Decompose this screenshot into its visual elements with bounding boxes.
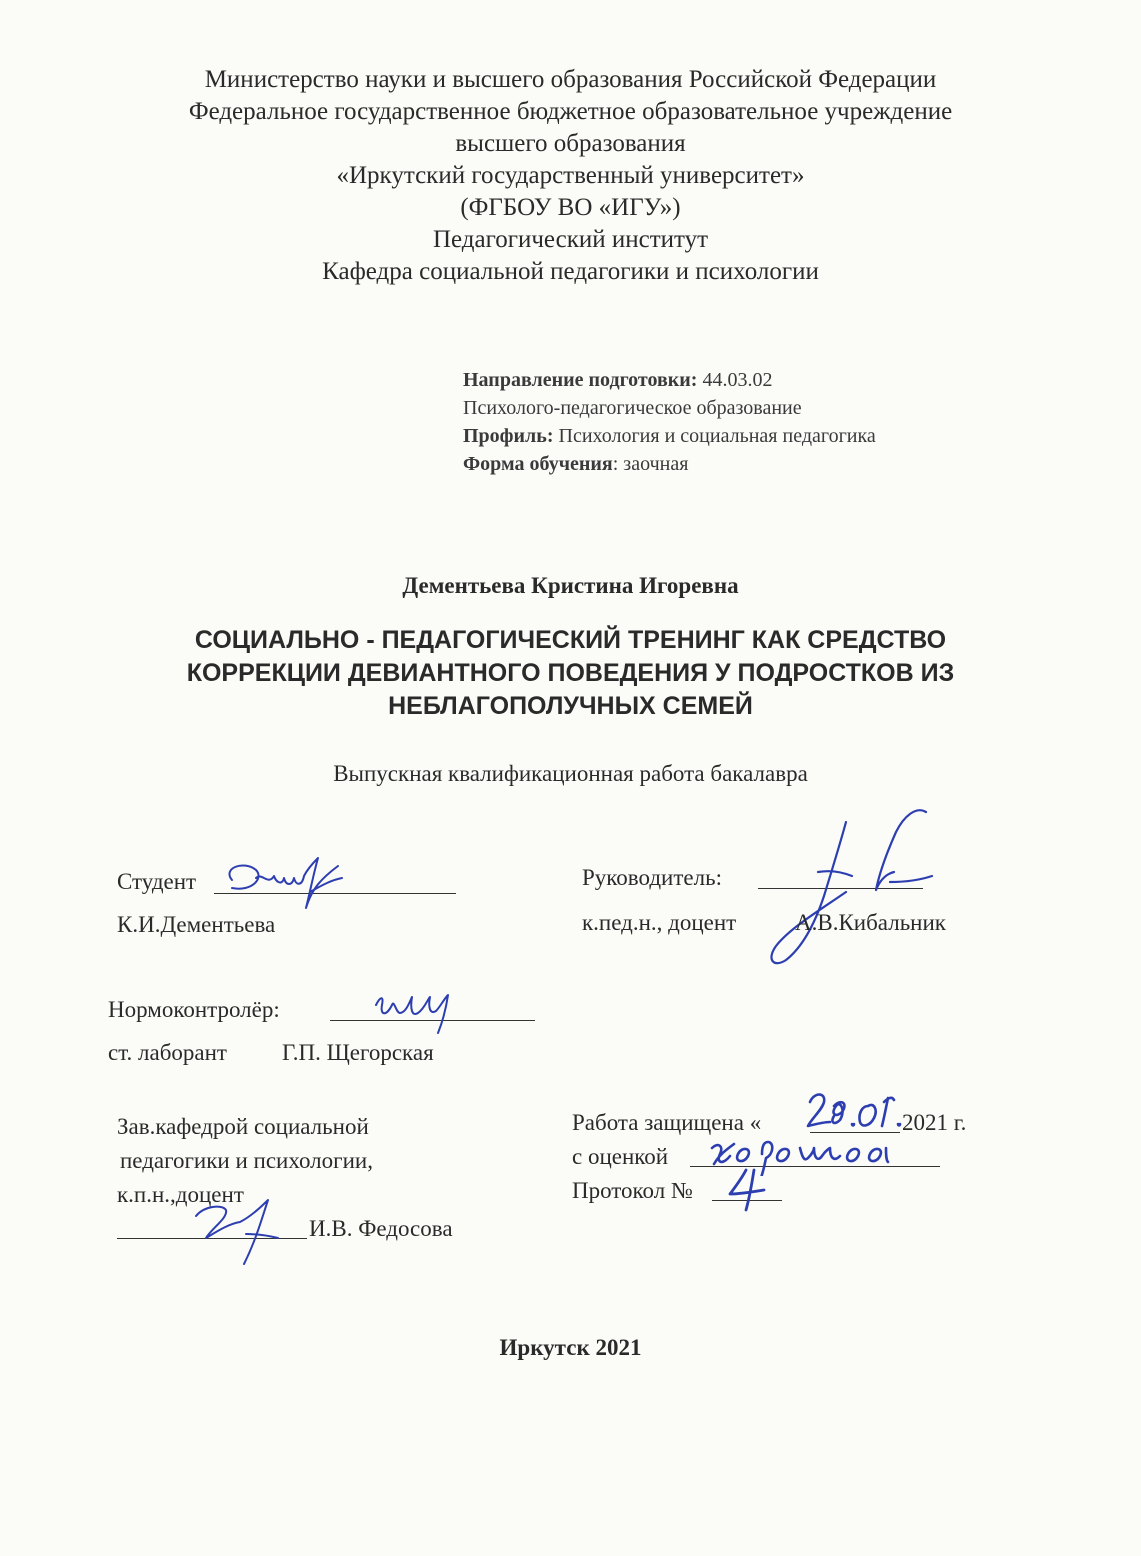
normcontrol-position: ст. лаборант	[108, 1040, 227, 1065]
defense-grade-label: с оценкой	[572, 1144, 669, 1169]
head-signature	[182, 1194, 292, 1268]
head-line-1: Зав.кафедрой социальной	[117, 1114, 369, 1139]
study-form-value: : заочная	[612, 453, 689, 475]
profile-label: Профиль:	[463, 425, 554, 447]
work-type: Выпускная квалификационная работа бакалавра	[333, 761, 808, 786]
title-line-3: НЕБЛАГОПОЛУЧНЫХ СЕМЕЙ	[388, 692, 753, 720]
head-line-2: педагогики и психологии,	[120, 1148, 373, 1173]
direction-value: 44.03.02	[702, 369, 773, 391]
direction-row	[463, 366, 876, 394]
title-line-2: КОРРЕКЦИИ ДЕВИАНТНОГО ПОВЕДЕНИЯ У ПОДРОСТКОВ ИЗ	[186, 659, 955, 687]
header-line-department: Кафедра социальной педагогики и психологии	[322, 258, 819, 285]
profile-row	[463, 422, 876, 450]
normcontrol-name: Г.П. Щегорская	[282, 1040, 434, 1065]
title-line-1: СОЦИАЛЬНО - ПЕДАГОГИЧЕСКИЙ ТРЕНИНГ КАК СРЕДСТВО	[194, 626, 947, 654]
header-line-education-level: высшего образования	[455, 130, 686, 157]
defense-year: 2021 г.	[902, 1110, 967, 1135]
profile-value: Психология и социальная педагогика	[558, 425, 876, 447]
header-line-abbreviation: (ФГБОУ ВО «ИГУ»)	[460, 194, 681, 221]
header-line-university: «Иркутский государственный университет»	[336, 162, 805, 189]
author-name: Дементьева Кристина Игоревна	[402, 573, 739, 598]
supervisor-degree: к.пед.н., доцент	[582, 910, 737, 935]
normcontrol-label: Нормоконтролёр:	[108, 997, 280, 1022]
study-form-row	[463, 450, 876, 478]
supervisor-label: Руководитель:	[582, 865, 722, 890]
supervisor-signature	[730, 800, 950, 970]
defense-protocol-label: Протокол №	[572, 1178, 693, 1203]
direction-name: Психолого-педагогическое образование	[463, 397, 802, 419]
student-label: Студент	[117, 869, 197, 894]
direction-label: Направление подготовки:	[463, 369, 698, 391]
head-line-3: к.п.н.,доцент	[117, 1182, 244, 1207]
supervisor-name: А.В.Кибальник	[795, 910, 946, 935]
defense-protocol-handwritten	[724, 1164, 772, 1214]
study-form-label: Форма обучения	[463, 453, 613, 475]
normcontrol-signature	[370, 983, 460, 1035]
city-year: Иркутск 2021	[499, 1335, 642, 1360]
header-line-institute: Педагогический институт	[432, 226, 709, 253]
student-name: К.И.Дементьева	[117, 912, 276, 937]
header-line-institution-type: Федеральное государственное бюджетное образовательное учреждение	[188, 98, 953, 125]
study-meta	[463, 366, 876, 478]
head-name: И.В. Федосова	[309, 1216, 453, 1241]
defense-protected-label: Работа защищена «	[572, 1110, 762, 1135]
header-line-ministry: Министерство науки и высшего образования Российской Федерации	[204, 66, 937, 93]
